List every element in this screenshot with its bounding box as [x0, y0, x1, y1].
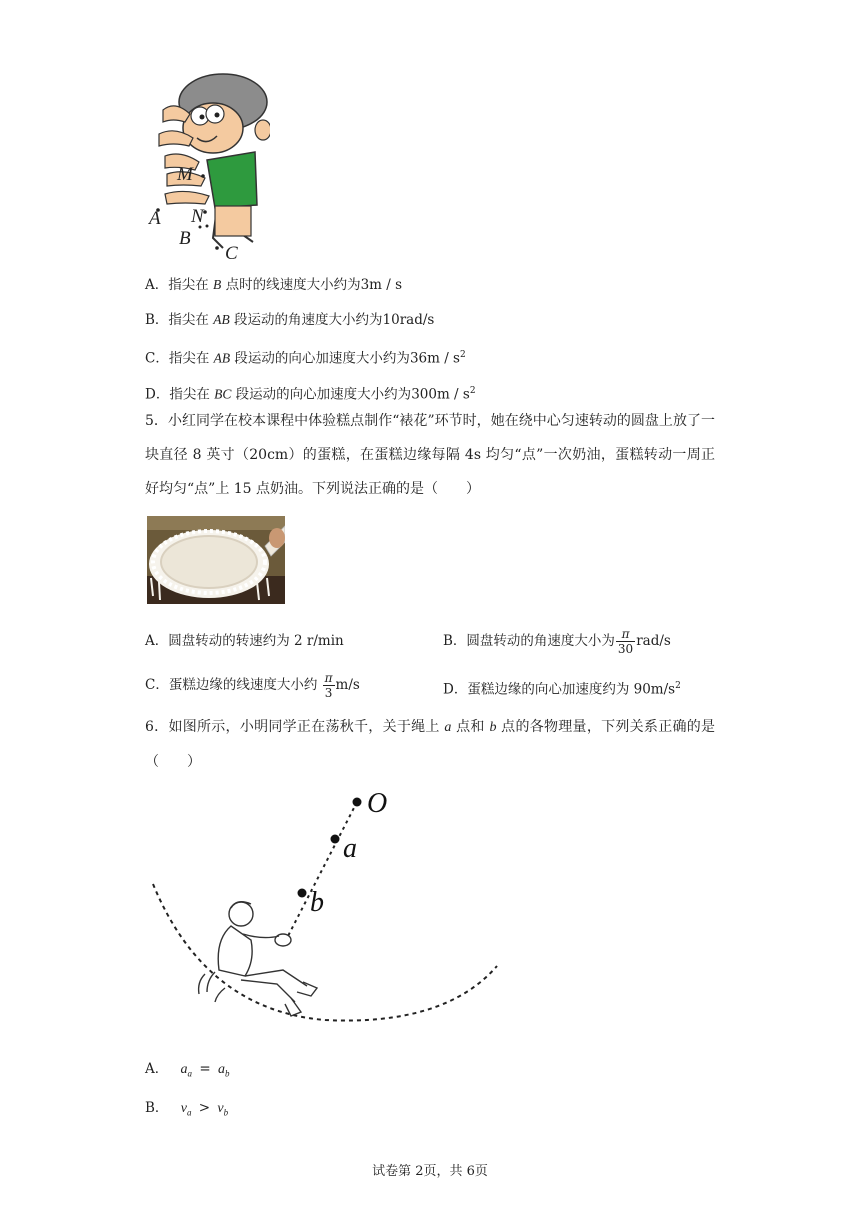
- option-letter: B．: [145, 312, 169, 328]
- option-letter: C．: [145, 677, 169, 693]
- cake-photo: [147, 516, 285, 604]
- q4-option-d[interactable]: D．指尖在 BC 段运动的向心加速度大小约为$300m / s^2$: [145, 386, 476, 403]
- option-letter: D．: [443, 681, 468, 698]
- q4-option-b[interactable]: B．指尖在 AB 段运动的角速度大小约为10rad/s: [145, 312, 435, 328]
- q6-stem: 6．如图所示，小明同学正在荡秋千，关于绳上 a 点和 b 点的各物理量，下列关系正确的是（ ）: [145, 719, 716, 770]
- option-letter: B．: [443, 633, 467, 649]
- fig1-label-m: M: [177, 164, 193, 185]
- swing-label-a: a: [343, 833, 357, 864]
- option-letter: A．: [145, 1061, 169, 1077]
- q5-option-d[interactable]: D．蛋糕边缘的向心加速度约为 $90m/s^2$: [443, 681, 681, 698]
- fig1-label-a: A: [149, 208, 161, 229]
- swing-label-o: O: [367, 788, 388, 819]
- fig1-label-c: C: [225, 243, 238, 264]
- q4-option-c[interactable]: C．指尖在 AB 段运动的向心加速度大小约为$36m / s^2$: [145, 350, 466, 367]
- page-footer: 试卷第 2页，共 6页: [372, 1164, 488, 1179]
- swing-figure: [145, 780, 515, 1025]
- q6-option-b[interactable]: B． $v_a > v_b$: [145, 1100, 229, 1118]
- q4-option-a[interactable]: A．指尖在 B 点时的线速度大小约为3m / s: [145, 277, 403, 293]
- option-letter: D．: [145, 386, 170, 403]
- q5-option-a[interactable]: A．圆盘转动的转速约为 2 r/min: [145, 633, 344, 649]
- finger-snap-figure: [145, 70, 270, 265]
- fraction: $\frac{\pi}{30}$: [617, 627, 634, 656]
- option-letter: B．: [145, 1100, 169, 1116]
- q5-option-b[interactable]: B．圆盘转动的角速度大小为 $\frac{\pi}{30}$ rad/s: [443, 627, 671, 656]
- option-letter: C．: [145, 350, 169, 367]
- q5-option-c[interactable]: C．蛋糕边缘的线速度大小约 $\frac{\pi}{3}$ m/s: [145, 671, 360, 700]
- option-letter: A．: [145, 633, 169, 649]
- option-letter: A．: [145, 277, 169, 293]
- q6-option-a[interactable]: A． $a_a = a_b$: [145, 1061, 230, 1079]
- fig1-label-b: B: [179, 228, 191, 249]
- q5-stem: 5．小红同学在校本课程中体验糕点制作“裱花”环节时，她在绕中心匀速转动的圆盘上放了一块直径 8 英寸（20cm）的蛋糕，在蛋糕边缘每隔 4s 均匀“点”一次奶油，蛋糕转动一周正好均匀“点”上 15 点奶油。下列说法正确的是（ ）: [145, 413, 715, 497]
- fig1-label-n: N: [191, 206, 204, 227]
- swing-label-b: b: [310, 887, 324, 918]
- fraction: $\frac{\pi}{3}$: [324, 671, 333, 700]
